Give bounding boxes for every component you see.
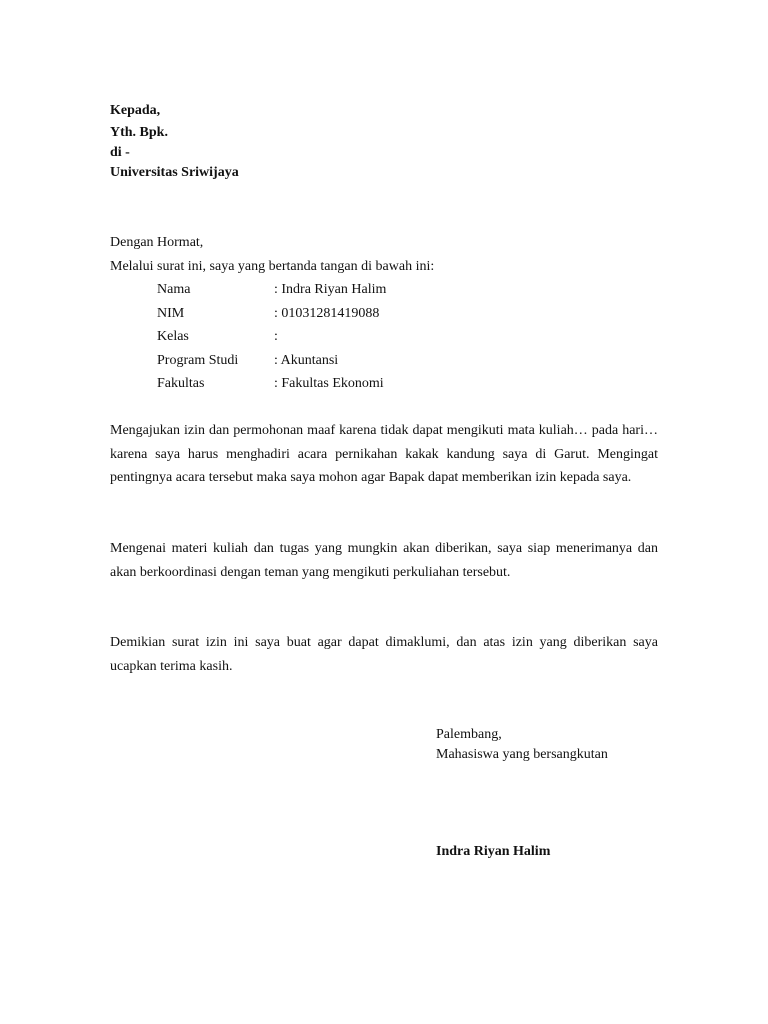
- field-value-program-studi: : Akuntansi: [274, 353, 339, 368]
- body-paragraph-1: Mengajukan izin dan permohonan maaf karena tidak dapat mengikuti mata kuliah… pada hari… karena saya harus menghadiri acara pernikahan kakak kandung saya di Garut. Mengingat pentingnya acara tersebut maka saya mohon agar Bapak dapat memberikan izin kepada saya.: [110, 423, 658, 485]
- field-value-nim: : 01031281419088: [274, 306, 380, 321]
- address-line-yth: Yth. Bpk.: [110, 125, 168, 140]
- intro-sentence: Melalui surat ini, saya yang bertanda tangan di bawah ini:: [110, 259, 435, 274]
- signature-place: Palembang,: [436, 727, 502, 742]
- greeting: Dengan Hormat,: [110, 235, 204, 250]
- field-label-nama: Nama: [157, 282, 191, 297]
- field-label-kelas: Kelas: [157, 329, 189, 344]
- field-value-nama: : Indra Riyan Halim: [274, 282, 387, 297]
- address-line-kepada: Kepada,: [110, 103, 161, 118]
- field-label-fakultas: Fakultas: [157, 376, 205, 391]
- address-line-university: Universitas Sriwijaya: [110, 165, 239, 180]
- signature-role: Mahasiswa yang bersangkutan: [436, 747, 608, 762]
- signature-name: Indra Riyan Halim: [436, 844, 551, 859]
- field-label-program-studi: Program Studi: [157, 353, 239, 368]
- body-paragraph-3: Demikian surat izin ini saya buat agar dapat dimaklumi, dan atas izin yang diberikan saya ucapkan terima kasih.: [110, 635, 658, 674]
- address-line-di: di -: [110, 145, 130, 160]
- body-paragraph-2: Mengenai materi kuliah dan tugas yang mungkin akan diberikan, saya siap menerimanya dan akan berkoordinasi dengan teman yang mengikuti perkuliahan tersebut.: [110, 541, 658, 580]
- field-value-fakultas: : Fakultas Ekonomi: [274, 376, 384, 391]
- field-label-nim: NIM: [157, 306, 185, 321]
- field-value-kelas: :: [274, 329, 278, 344]
